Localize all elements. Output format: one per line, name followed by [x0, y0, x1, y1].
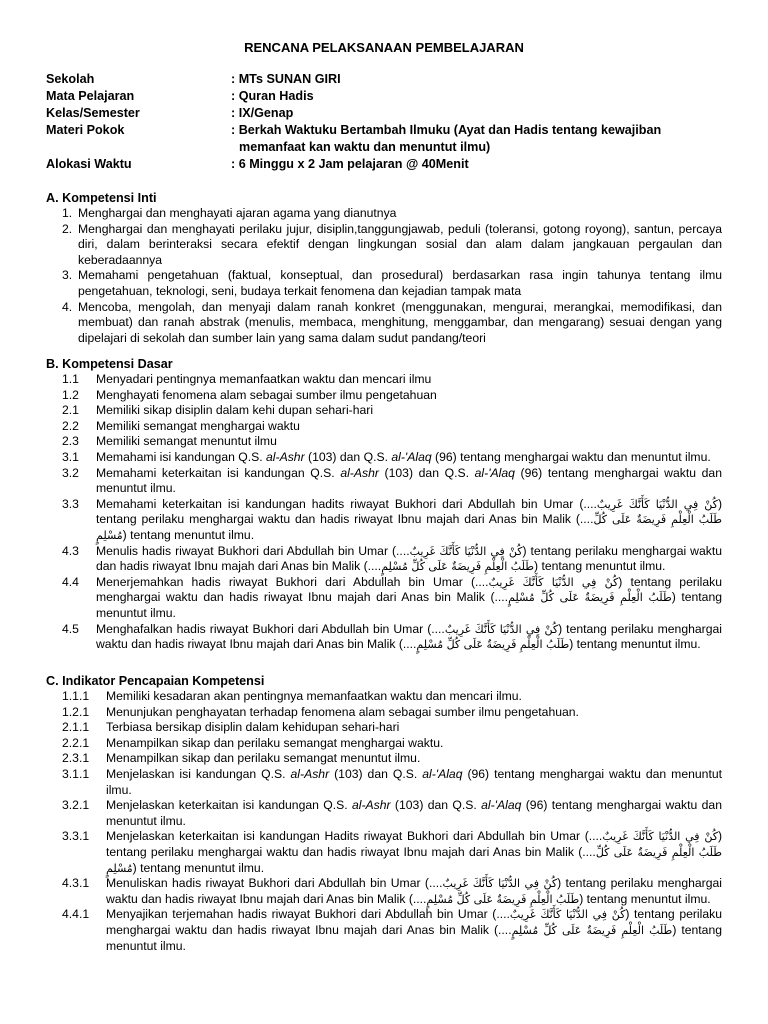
item-text: Menghargai dan menghayati ajaran agama yang dianutnya	[78, 206, 397, 220]
item-number: 2.1	[62, 403, 79, 418]
item-number: 3.2	[62, 465, 79, 480]
item-text: Menghayati fenomena alam sebagai sumber ilmu pengetahuan	[96, 387, 437, 402]
item-text: Menunjukan penghayatan terhadap fenomena alam sebagai sumber ilmu pengetahuan.	[106, 704, 579, 719]
list-item	[46, 206, 722, 222]
ki-list	[46, 206, 722, 346]
item-number: 4.3	[62, 543, 79, 558]
text-part: ) tentang menuntut ilmu.	[579, 891, 711, 906]
item-text: Terbiasa bersikap disiplin dalam kehidupan sehari-hari	[106, 720, 400, 735]
surah-name: al-Ashr	[290, 766, 330, 781]
text-part: ) tentang menuntut ilmu.	[534, 559, 666, 574]
item-text: Memiliki sikap disiplin dalam kehi dupan sehari-hari	[96, 403, 374, 418]
arabic-hadis-text: طَلَبُ الْعِلْمِ فَرِيضَةٌ عَلَى كُلِّ مُسْلِمٍ	[381, 560, 534, 574]
list-item	[46, 372, 722, 388]
item-text	[106, 829, 722, 876]
item-text	[96, 497, 722, 544]
meta-value	[231, 122, 736, 156]
item-number: 3.1.1	[62, 766, 90, 781]
meta-value-line2: memanfaat kan waktu dan menuntut ilmu)	[239, 140, 491, 154]
item-text	[96, 450, 722, 466]
arabic-hadis-text: كُنْ فِي الدُّنْيَا كَأَنَّكَ غَرِيبٌ	[442, 877, 558, 891]
text-part: ) tentang menuntut ilmu.	[96, 590, 722, 620]
list-item	[46, 622, 722, 653]
item-number: 2.2	[62, 418, 79, 433]
item-text: Menghargai dan menghayati perilaku jujur, disiplin,tanggungjawab, peduli (toleransi, gotong royong), santun, percaya diri, dalam berinteraksi secara efektif dengan lingkungan sosial dan alam dalam jangkauan pergaulan dan keberadaannya	[78, 221, 722, 267]
text-part: ) tentang perilaku menghargai waktu dan hadis riwayat Ibnu majah dari Anas bin Malik (....	[96, 574, 722, 605]
text-part: ) tentang perilaku menghargai waktu dan hadis riwayat Ibnu majah dari Anas bin Malik (....	[106, 907, 722, 937]
arabic-hadis-text: طَلَبُ الْعِلْمِ فَرِيضَةٌ عَلَى كُلِّ مُسْلِمٍ	[106, 845, 722, 875]
ipk-list	[46, 689, 722, 954]
meta-value: : MTs SUNAN GIRI	[231, 72, 341, 86]
item-number: 1.1	[62, 372, 79, 386]
text-part: ) tentang menuntut ilmu.	[132, 860, 265, 875]
item-number: 1.	[62, 206, 73, 220]
item-number: 3.2.1	[62, 798, 90, 813]
item-number: 2.2.1	[62, 735, 90, 750]
item-number: 1.2.1	[62, 704, 90, 719]
arabic-hadis-text: طَلَبُ الْعِلْمِ فَرِيضَةٌ عَلَى كُلِّ مُسْلِمٍ	[416, 638, 570, 652]
surah-name: al-Ashr	[351, 798, 391, 813]
text-part: Menjelaskan keterkaitan isi kandungan Hadits riwayat Bukhori dari Abdullah bin Umar (....	[106, 829, 603, 844]
meta-row-kelas	[46, 105, 736, 122]
text-part: (96) tentang menghargai waktu dan menuntut ilmu.	[96, 465, 722, 496]
meta-value: : 6 Minggu x 2 Jam pelajaran @ 40Menit	[231, 157, 469, 171]
item-number: 2.	[62, 221, 73, 236]
section-title-a: A. Kompetensi Inti	[46, 191, 157, 205]
arabic-hadis-text: كُنْ فِي الدُّنْيَا كَأَنَّكَ غَرِيبٌ	[509, 908, 626, 922]
list-item	[46, 798, 722, 829]
item-text: Memiliki kesadaran akan pentingnya memanfaatkan waktu dan mencari ilmu.	[106, 689, 522, 703]
text-part: Menghafalkan hadis riwayat Bukhori dari Abdullah bin Umar (....	[96, 621, 445, 636]
meta-key: Alokasi Waktu	[46, 157, 132, 171]
meta-row-materi	[46, 122, 736, 156]
text-part: ) tentang perilaku menghargai waktu dan hadis riwayat Ibnu majah dari Anas bin Malik (....	[106, 876, 722, 906]
surah-name: al-Ashr	[340, 465, 379, 480]
arabic-hadis-text: كُنْ فِي الدُّنْيَا كَأَنَّكَ غَرِيبٌ	[444, 622, 559, 636]
item-text: Menyadari pentingnya memanfaatkan waktu dan mencari ilmu	[96, 372, 432, 386]
text-part: Memahami isi kandungan Q.S.	[96, 449, 267, 464]
item-text	[96, 622, 722, 653]
text-part: ) tentang perilaku menghargai waktu dan hadis riwayat Ibnu majah dari Anas bin Malik (....	[96, 621, 722, 652]
item-number: 2.3	[62, 434, 79, 449]
list-item	[46, 497, 722, 544]
item-text	[96, 575, 722, 622]
text-part: (96) tentang menghargai waktu dan menuntut ilmu.	[106, 766, 722, 797]
list-item	[46, 689, 722, 705]
text-part: (96) tentang menghargai waktu dan menuntut ilmu.	[431, 449, 711, 464]
meta-key: Kelas/Semester	[46, 106, 140, 120]
text-part: Menjelaskan keterkaitan isi kandungan Q.S.	[106, 798, 352, 813]
item-number: 4.3.1	[62, 876, 90, 891]
text-part: (103) dan Q.S.	[378, 465, 475, 480]
arabic-hadis-text: طَلَبُ الْعِلْمِ فَرِيضَةٌ عَلَى كُلِّ مُسْلِمٍ	[426, 892, 580, 906]
section-title-c: C. Indikator Pencapaian Kompetensi	[46, 674, 265, 688]
item-number: 1.2	[62, 387, 79, 402]
item-number: 1.1.1	[62, 689, 90, 703]
text-part: ) tentang menuntut ilmu.	[569, 637, 701, 652]
item-text: Memiliki semangat menghargai waktu	[96, 418, 300, 433]
meta-value: : IX/Genap	[231, 106, 294, 120]
list-item	[46, 466, 722, 497]
surah-name: al-Ashr	[266, 449, 305, 464]
document-title: RENCANA PELAKSANAAN PEMBELAJARAN	[244, 40, 524, 55]
meta-row-alokasi	[46, 156, 736, 173]
surah-name: al-'Alaq	[474, 465, 515, 480]
list-item	[46, 705, 722, 721]
text-part: Menulis hadis riwayat Bukhori dari Abdullah bin Umar (....	[96, 543, 410, 558]
item-text: Memahami pengetahuan (faktual, konseptual, dan prosedural) berdasarkan rasa ingin tahunya tentang ilmu pengetahuan, teknologi, seni, budaya terkait fenomena dan kejadian tampak mata	[78, 268, 722, 298]
arabic-hadis-text: طَلَبُ الْعِلْمِ فَرِيضَةٌ عَلَى كُلِّ مُسْلِمٍ	[96, 513, 722, 542]
meta-key: Materi Pokok	[46, 123, 125, 137]
text-part: ) tentang perilaku menghargai waktu dan hadis riwayat Ibnu majah dari Anas bin Malik (....	[106, 829, 723, 859]
meta-row-mapel	[46, 88, 736, 105]
item-number: 3.3	[62, 496, 79, 511]
list-item	[46, 736, 722, 752]
list-item	[46, 720, 722, 736]
surah-name: al-'Alaq	[391, 449, 432, 464]
list-item	[46, 767, 722, 798]
item-text: Menampilkan sikap dan perilaku semangat menuntut ilmu.	[106, 751, 421, 766]
list-item	[46, 268, 722, 299]
surah-name: al-'Alaq	[422, 766, 463, 781]
arabic-hadis-text: طَلَبُ الْعِلْمِ فَرِيضَةٌ عَلَى كُلِّ مُسْلِمٍ	[508, 591, 672, 605]
text-part: Memahami keterkaitan isi kandungan hadits riwayat Bukhori dari Abdullah bin Umar (....	[96, 496, 597, 511]
meta-key: Sekolah	[46, 72, 95, 86]
text-part: Menjelaskan isi kandungan Q.S.	[106, 766, 291, 781]
text-part: (96) tentang menghargai waktu dan menuntut ilmu.	[106, 798, 722, 828]
arabic-hadis-text: كُنْ فِي الدُّنْيَا كَأَنَّكَ غَرِيبٌ	[409, 544, 523, 558]
item-number: 3.3.1	[62, 829, 90, 844]
text-part: ) tentang perilaku menghargai waktu dan hadis riwayat Ibnu majah dari Anas bin Malik (....	[96, 543, 722, 574]
arabic-hadis-text: كُنْ فِي الدُّنْيَا كَأَنَّكَ غَرِيبٌ	[602, 830, 718, 844]
item-number: 4.	[62, 299, 73, 314]
meta-key: Mata Pelajaran	[46, 89, 135, 103]
list-item	[46, 222, 722, 269]
item-number: 4.4.1	[62, 907, 90, 922]
list-item	[46, 450, 722, 466]
meta-row-sekolah	[46, 71, 736, 88]
text-part: (103) dan Q.S.	[329, 766, 423, 781]
text-part: ) tentang menuntut ilmu.	[122, 527, 255, 542]
item-text: Mencoba, mengolah, dan menyaji dalam ranah konkret (menggunakan, mengurai, merangkai, memodifikasi, dan membuat) dan ranah abstrak (menulis, membaca, menghitung, menggambar, dan mengarang) sesuai dengan yang dipelajari di sekolah dan sumber lain yang sama dalam sudut pandang/teori	[78, 299, 722, 345]
list-item	[46, 300, 722, 347]
item-text: Menampilkan sikap dan perilaku semangat menghargai waktu.	[106, 735, 444, 750]
item-number: 2.1.1	[62, 720, 90, 735]
item-number: 4.4	[62, 574, 79, 589]
item-number: 3.1	[62, 449, 79, 464]
item-text	[106, 798, 722, 829]
arabic-hadis-text: كُنْ فِي الدُّنْيَا كَأَنَّكَ غَرِيبٌ	[596, 497, 718, 511]
text-part: Menyajikan terjemahan hadis riwayat Bukhori dari Abdullah bin Umar (....	[106, 907, 510, 922]
list-item	[46, 751, 722, 767]
list-item	[46, 419, 722, 435]
item-text	[106, 767, 722, 798]
arabic-hadis-text: طَلَبُ الْعِلْمِ فَرِيضَةٌ عَلَى كُلِّ مُسْلِمٍ	[511, 923, 673, 937]
section-title-b: B. Kompetensi Dasar	[46, 357, 173, 371]
text-part: ) tentang perilaku menghargai waktu dan hadis riwayat Ibnu majah dari Anas bin Malik (....	[96, 496, 722, 527]
item-text	[106, 907, 722, 954]
item-number: 2.3.1	[62, 751, 90, 766]
meta-value: : Quran Hadis	[231, 89, 314, 103]
item-text	[96, 466, 722, 497]
item-text	[96, 544, 722, 575]
text-part: ) tentang menuntut ilmu.	[106, 922, 723, 953]
text-part: (103) dan Q.S.	[304, 449, 392, 464]
item-text	[106, 876, 722, 907]
meta-value-line1: : Berkah Waktuku Bertambah Ilmuku (Ayat dan Hadis tentang kewajiban	[231, 123, 662, 137]
text-part: Menuliskan hadis riwayat Bukhori dari Abdullah bin Umar (....	[106, 876, 443, 891]
list-item	[46, 829, 722, 876]
list-item	[46, 403, 722, 419]
item-number: 3.	[62, 268, 73, 283]
header-info	[46, 71, 736, 173]
text-part: (103) dan Q.S.	[390, 798, 482, 813]
surah-name: al-'Alaq	[481, 798, 522, 813]
item-text: Memiliki semangat menuntut ilmu	[96, 434, 277, 449]
text-part: Memahami keterkaitan isi kandungan Q.S.	[96, 465, 341, 480]
text-part: Menerjemahkan hadis riwayat Bukhori dari Abdullah bin Umar (....	[96, 574, 489, 589]
list-item	[46, 907, 722, 954]
arabic-hadis-text: كُنْ فِي الدُّنْيَا كَأَنَّكَ غَرِيبٌ	[488, 575, 619, 589]
list-item	[46, 575, 722, 622]
list-item	[46, 876, 722, 907]
list-item	[46, 434, 722, 450]
list-item	[46, 388, 722, 404]
kd-list	[46, 372, 722, 653]
list-item	[46, 544, 722, 575]
item-number: 4.5	[62, 621, 79, 636]
